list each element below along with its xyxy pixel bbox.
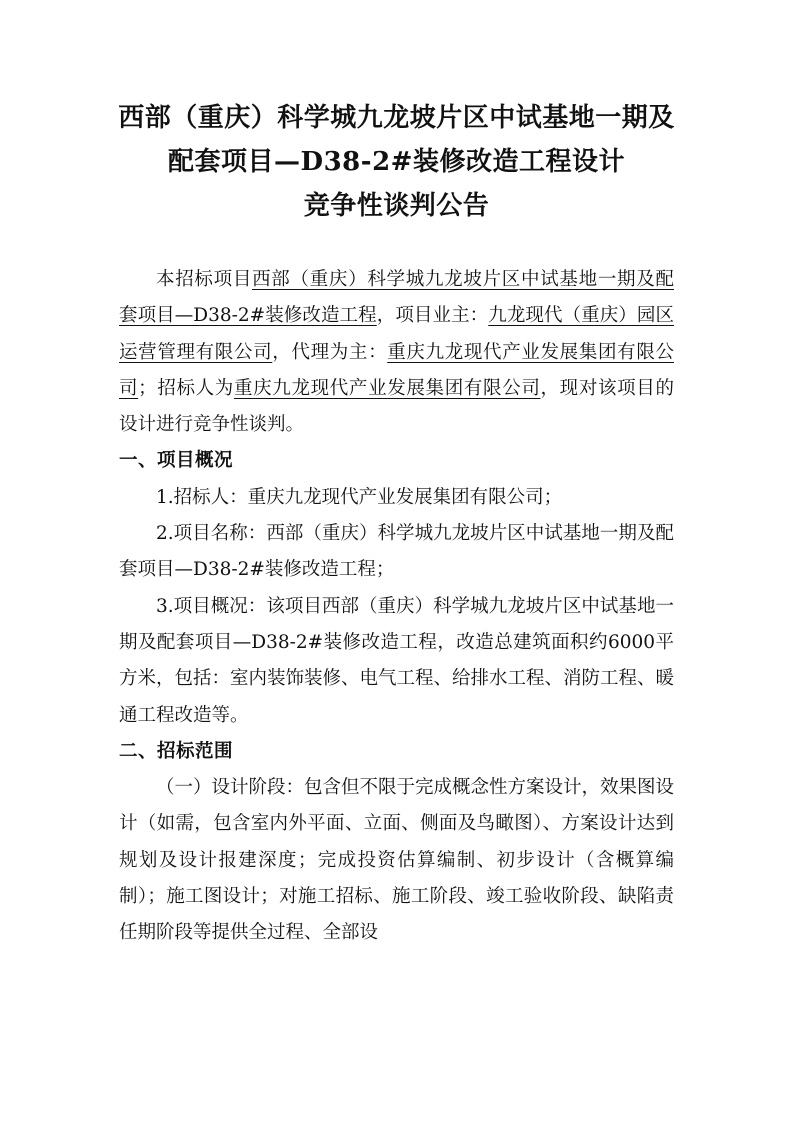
- title-line-3: 竞争性谈判公告: [303, 191, 490, 221]
- intro-paragraph: [119, 262, 674, 443]
- intro-text-2: ，项目业主：: [376, 305, 489, 327]
- title-line-2: 配套项目—D38-2#装修改造工程设计: [168, 147, 625, 177]
- title-line-1: 西部（重庆）科学城九龙坡片区中试基地一期及: [118, 103, 675, 133]
- intro-text-5: ，现对该项目的设计进行竞争性谈判。: [119, 377, 674, 436]
- tenderer-name-underlined: 重庆九龙现代产业发展集团有限公司: [233, 377, 541, 399]
- section-2-heading: 二、招标范围: [119, 740, 234, 762]
- intro-text-1: 本招标项目: [156, 269, 253, 290]
- intro-text-3: ，代理为主：: [272, 341, 388, 363]
- agent-name-underlined: 重庆九龙现代产业发展集团有限公司: [119, 341, 674, 399]
- section-1-item-2: 2.项目名称：西部（重庆）科学城九龙坡片区中试基地一期及配套项目—D38-2#装修改造工程；: [119, 523, 674, 581]
- project-name-underlined: 西部（重庆）科学城九龙坡片区中试基地一期及配套项目—D38-2#装修改造工程: [119, 269, 674, 327]
- document-title: [60, 96, 733, 228]
- section-2-item-1: （一）设计阶段：包含但不限于完成概念性方案设计，效果图设计（如需，包含室内外平面、立面、侧面及鸟瞰图）、方案设计达到规划及设计报建深度；完成投资估算编制、初步设计（含概算编制）；施工图设计；对施工招标、施工阶段、竣工验收阶段、缺陷责任期阶段等提供全过程、全部设: [119, 777, 675, 944]
- section-1-heading: 一、项目概况: [119, 450, 234, 472]
- section-1-item-1: 1.招标人：重庆九龙现代产业发展集团有限公司；: [156, 486, 563, 508]
- section-1-item-3: 3.项目概况：该项目西部（重庆）科学城九龙坡片区中试基地一期及配套项目—D38-2#装修改造工程，改造总建筑面积约6000平方米，包括：室内装饰装修、电气工程、给排水工程、消防工程、暖通工程改造等。: [119, 595, 675, 726]
- owner-name-underlined: 九龙现代（重庆）园区运营管理有限公司: [119, 305, 674, 363]
- document-body: [119, 262, 674, 952]
- intro-text-4: ；招标人为: [138, 377, 234, 399]
